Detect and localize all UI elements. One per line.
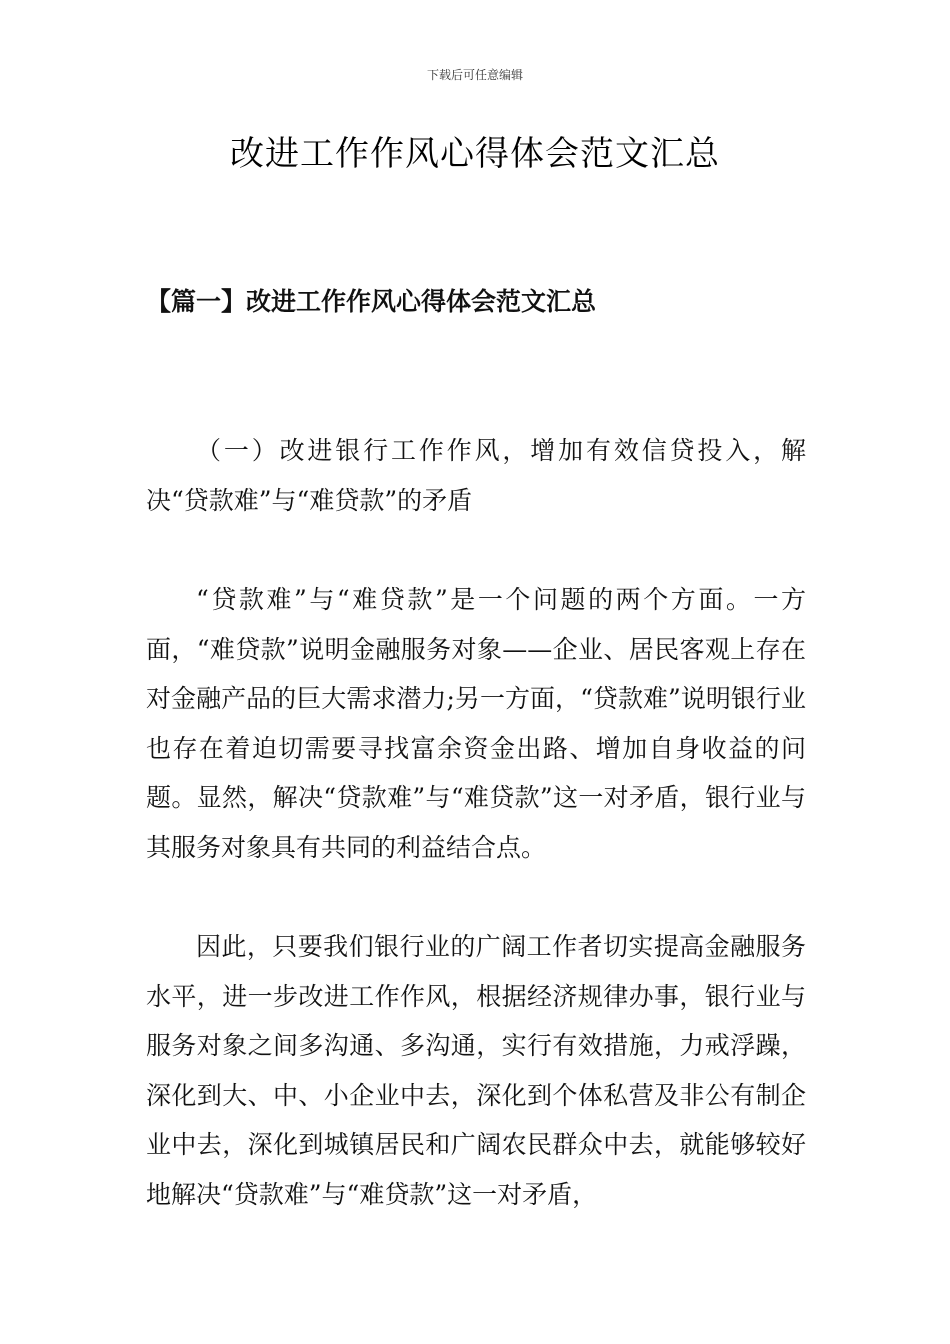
paragraph-block-2 — [146, 922, 806, 1219]
sub-heading-block — [146, 426, 806, 525]
paragraph-block-1 — [146, 575, 806, 872]
document-title: 改进工作作风心得体会范文汇总 — [230, 134, 720, 174]
paragraph: 因此，只要我们银行业的广阔工作者切实提高金融服务水平，进一步改进工作作风，根据经济规律办事，银行业与服务对象之间多沟通、多沟通，实行有效措施，力戒浮躁，深化到大、中、小企业中去，深化到个体私营及非公有制企业中去，深化到城镇居民和广阔农民群众中去，就能够较好地解决“贷款难”与“难贷款”这一对矛盾， — [146, 932, 806, 1209]
header-note: 下载后可任意编辑 — [426, 68, 523, 82]
sub-heading: （一）改进银行工作作风，增加有效信贷投入，解决“贷款难”与“难贷款”的矛盾 — [146, 436, 806, 515]
section-heading: 【篇一】改进工作作风心得体会范文汇总 — [146, 287, 597, 316]
paragraph: “贷款难”与“难贷款”是一个问题的两个方面。一方面，“难贷款”说明金融服务对象——企业、居民客观上存在对金融产品的巨大需求潜力;另一方面，“贷款难”说明银行业也存在着迫切需要寻找富余资金出路、增加自身收益的问题。显然，解决“贷款难”与“难贷款”这一对矛盾，银行业与其服务对象具有共同的利益结合点。 — [146, 585, 806, 862]
